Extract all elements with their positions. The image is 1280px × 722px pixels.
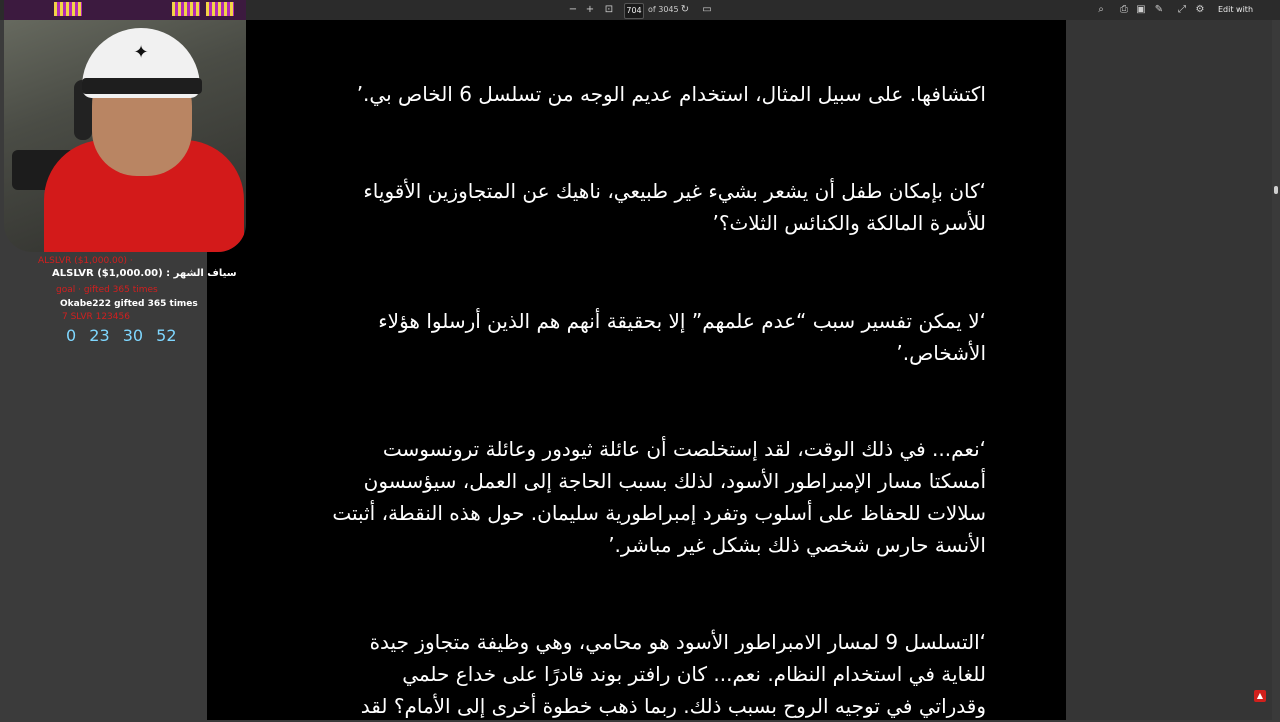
text-line: الأشخاص.’ [896, 341, 986, 365]
page-number-input[interactable]: 704 [624, 3, 644, 19]
scrollbar[interactable] [1272, 20, 1280, 720]
overlay-decoration [206, 2, 234, 16]
page-total-label: of 3045 [648, 5, 679, 14]
overlay-decoration [54, 2, 82, 16]
paragraph-4 [332, 433, 986, 561]
overlay-alert-line: ALSLVR ($1,000.00) · [38, 256, 133, 266]
search-icon[interactable]: ⌕ [1098, 4, 1104, 15]
sign-icon[interactable]: ✎ [1154, 4, 1164, 15]
text-line: سلالات للحفاظ على أسلوب وتفرد إمبراطورية سليمان. حول هذه النقطة، أثبتت [332, 501, 986, 525]
gear-icon[interactable]: ⚙ [1195, 4, 1205, 15]
paragraph-5 [361, 626, 986, 722]
text-line: للغاية في استخدام النظام. نعم... كان رافتر بوند قادرًا على خداع حلمي [402, 662, 986, 686]
text-line: للأسرة المالكة والكنائس الثلاث؟’ [712, 211, 986, 235]
text-line: الأنسة حارس شخصي ذلك بشكل غير مباشر.’ [608, 533, 986, 557]
jumpman-logo-icon: ✦ [133, 42, 149, 63]
text-line: اكتشافها. على سبيل المثال، استخدام عديم الوجه من تسلسل 6 الخاص بي.’ [356, 82, 986, 106]
text-line: ‘التسلسل 9 لمسار الامبراطور الأسود هو محامي، وهي وظيفة متجاوز جيدة [369, 630, 986, 654]
text-line: ‘نعم... في ذلك الوقت، لقد إستخلصت أن عائلة ثيودور وعائلة ترونسوست [382, 437, 986, 461]
text-line: أمسكتا مسار الإمبراطور الأسود، لذلك بسبب الحاجة إلى العمل، سيؤسسون [363, 469, 986, 493]
print-icon[interactable]: ⎙ [1120, 4, 1128, 15]
expand-icon[interactable]: ⤢ [1178, 4, 1186, 15]
page-view-icon[interactable]: ▭ [702, 4, 712, 15]
text-line: ‘لا يمكن تفسير سبب “عدم علمهم” إلا بحقيقة أنهم هم الذين أرسلوا هؤلاء [378, 309, 986, 333]
paragraph-1 [357, 78, 986, 110]
goal-label: ALSLVR ($1,000.00) : سياف الشهر [52, 268, 237, 279]
overlay-alert-line: 7 SLVR 123456 [62, 312, 130, 322]
zoom-out-icon[interactable]: − [568, 4, 578, 15]
pdf-page [207, 20, 1066, 720]
overlay-decoration [172, 2, 200, 16]
cap-brim [82, 78, 202, 94]
acrobat-icon[interactable]: ▲ [1254, 690, 1266, 702]
edit-with-acrobat-button[interactable]: Edit with [1218, 5, 1254, 14]
side-panel [1066, 20, 1280, 720]
webcam-feed [4, 0, 246, 252]
save-icon[interactable]: ▣ [1136, 4, 1146, 15]
overlay-alert-line: goal · gifted 365 times [56, 285, 158, 295]
countdown-timer: 0 23 30 52 [66, 326, 177, 345]
scrollbar-thumb[interactable] [1274, 186, 1278, 194]
paragraph-2 [363, 175, 986, 239]
gift-text: Okabe222 gifted 365 times [60, 299, 198, 309]
paragraph-3 [378, 305, 986, 369]
fit-page-icon[interactable]: ⊡ [604, 4, 614, 15]
text-line: ‘كان بإمكان طفل أن يشعر بشيء غير طبيعي، ناهيك عن المتجاوزين الأقوياء [363, 179, 986, 203]
zoom-in-icon[interactable]: + [585, 4, 595, 15]
text-line: وقدراتي في توجيه الروح بسبب ذلك. ربما ذهب خطوة أخرى إلى الأمام؟ لقد [360, 694, 986, 718]
rotate-icon[interactable]: ↻ [680, 4, 690, 15]
